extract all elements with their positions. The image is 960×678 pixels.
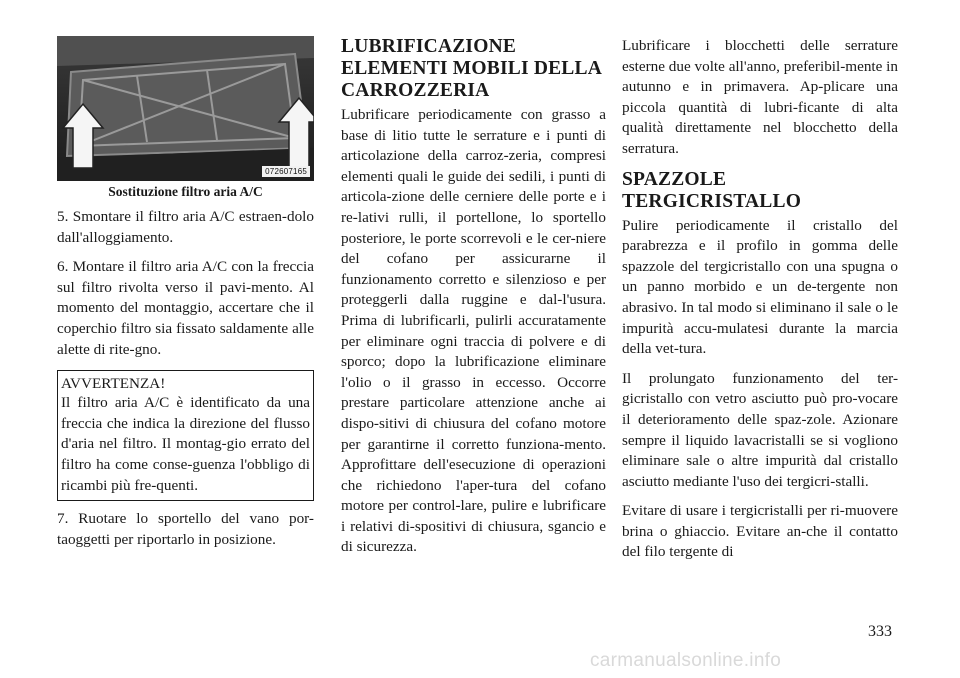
- filter-photo-illustration: [57, 36, 314, 181]
- warning-title: AVVERTENZA!: [61, 375, 166, 393]
- left-column: [57, 36, 314, 559]
- step-7: 7. Ruotare lo sportello del vano por-taoggetti per riportarlo in posizione.: [57, 510, 314, 548]
- wiper-paragraph-2: Il prolungato funzionamento del ter-gicristallo con vetro asciutto può pro-vocare il deterioramento delle spaz-zole. Azionare sempre il liquido lavacristalli se si vogliono eliminare sale o altre impurità dal cristallo asciutto mediante l'uso dei tergicri-stalli.: [622, 369, 898, 490]
- filter-photo: [57, 36, 314, 181]
- step-5: 5. Smontare il filtro aria A/C estraen-dolo dall'alloggiamento.: [57, 208, 314, 246]
- warning-box: [57, 370, 314, 501]
- warning-text: Il filtro aria A/C è identificato da una freccia che indica la direzione del flusso d'aria nel filtro. Il montag-gio errato del filtro ha come conse-guenza l'obbligo di ricambi più fre-quenti.: [61, 394, 310, 494]
- figure-caption: Sostituzione filtro aria A/C: [108, 184, 263, 199]
- step-6: 6. Montare il filtro aria A/C con la freccia sul filtro rivolta verso il pavi-mento. Al momento del montaggio, accertare che il coperchio filtro sia fissato saldamente alle alette di rite-gno.: [57, 258, 314, 358]
- watermark: carmanualsonline.info: [590, 650, 782, 671]
- lubrication-body: Lubrificare periodicamente con grasso a base di litio tutte le serrature e i punti di articolazione della carroz-zeria, compresi elementi quali le guide dei sedili, i punti di articola-zione delle cerniere delle porte e i re-lativi rulli, il portellone, lo sportello posteriore, le porte scorrevoli e le cer-niere del cofano per assicurarne il funzionamento corretto e silenzioso e per proteggerli dalla ruggine e dal-l'usura. Prima di lubrificarli, pulirli accuratamente per eliminare ogni traccia di polvere e di sporco; dopo la lubrificazione eliminare l'olio o il grasso in eccesso. Occorre prestare particolare attenzione anche ai dispo-sitivi di chiusura del cofano motore per garantirne il corretto funziona-mento. Approfittare dell'esecuzione di operazioni che richiedono l'aper-tura del cofano motore per control-lare, pulire e lubrificare i relativi di-spositivi di chiusura, sgancio e di sicurezza.: [341, 106, 606, 556]
- right-column: [622, 36, 898, 572]
- wiper-paragraph-1: Pulire periodicamente il cristallo del parabrezza e il profilo in gomma delle spazzole del tergicristallo con una spugna o un panno morbido e un de-tergente non abrasivo. In tal modo si eliminano il sale o le impurità accu-mulatesi durante la marcia della vet-tura.: [622, 216, 898, 358]
- middle-column: [341, 36, 606, 567]
- figure-code: 072607165: [262, 166, 310, 177]
- section-heading-wipers: SPAZZOLE TERGICRISTALLO: [622, 168, 802, 212]
- page-number: 333: [868, 623, 892, 640]
- section-heading-lubrication: LUBRIFICAZIONE ELEMENTI MOBILI DELLA CARROZZERIA: [341, 36, 601, 101]
- wiper-paragraph-3: Evitare di usare i tergicristalli per ri-muovere brina o ghiaccio. Evitare an-che il contatto del filo tergente di: [622, 502, 898, 561]
- lock-lubrication-text: Lubrificare i blocchetti delle serrature esterne due volte all'anno, preferibil-mente in autunno e in primavera. Ap-plicare una piccola quantità di lubri-ficante di alta qualità direttamente nel blocchetto della serratura.: [622, 37, 899, 157]
